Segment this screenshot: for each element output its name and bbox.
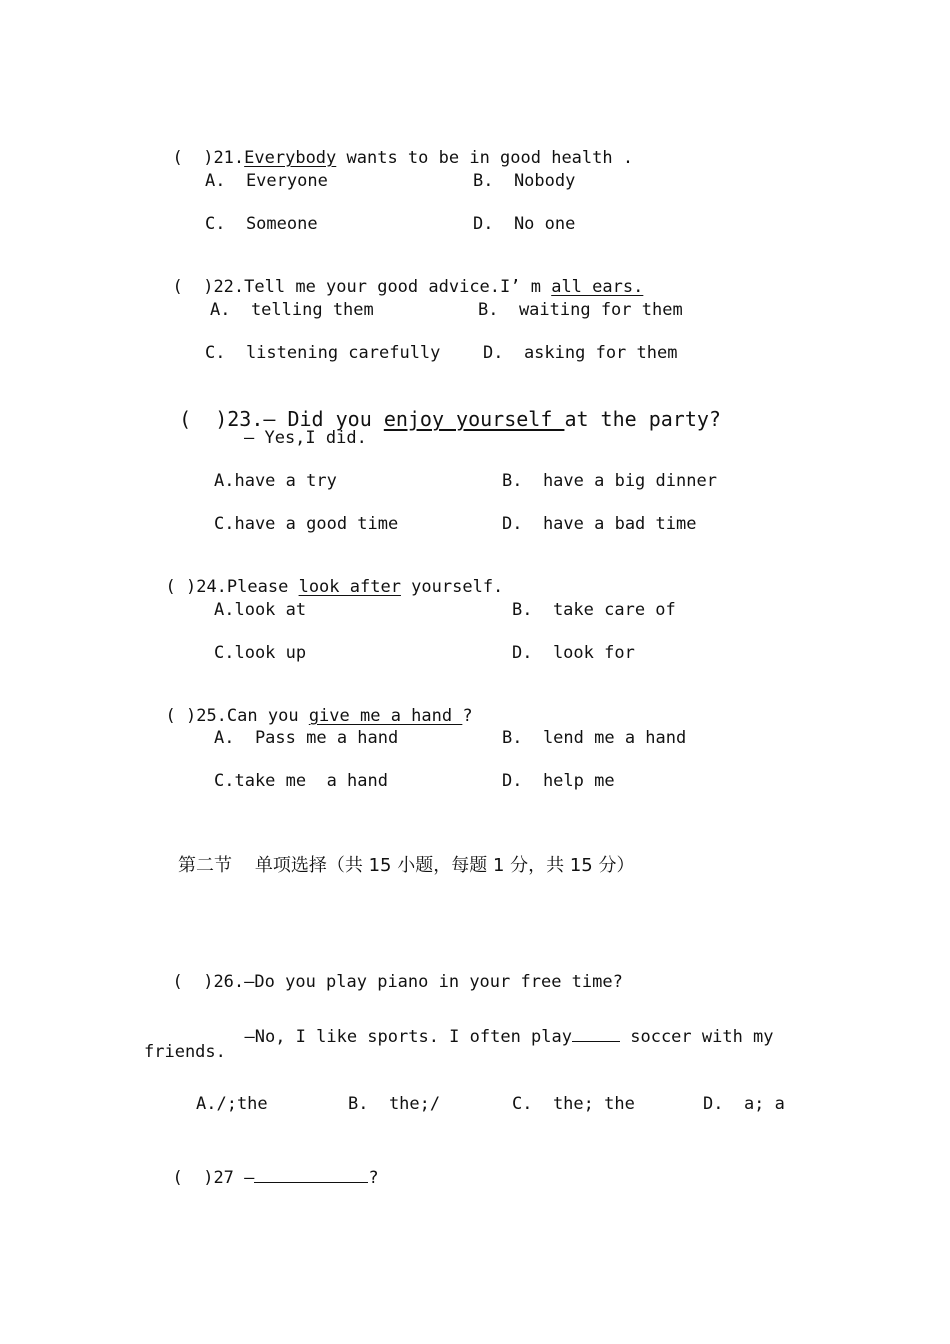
q25-option-a: A. Pass me a hand [214,728,399,748]
q24-option-d: D. look for [512,643,635,663]
q26-option-c: C. the; the [512,1094,635,1114]
q26-paren: ( ) [172,972,214,992]
q22-option-a: A. telling them [210,300,374,320]
q26-answer-blank [572,1025,620,1042]
q23-option-b: B. have a big dinner [502,471,717,491]
q26-number: 26. [213,972,245,992]
q25-rest: ? [462,706,473,726]
q26-option-a: A./;the [196,1094,268,1114]
q22-option-c: C. listening carefully [205,343,441,363]
q24-paren: ( ) [165,577,197,597]
q23-underlined: enjoy yourself [383,407,565,431]
q21-paren: ( ) [172,148,214,168]
q22-option-d: D. asking for them [483,343,678,363]
q26-reply-after: soccer with my [620,1027,774,1047]
q24-stem [145,557,503,597]
q25-option-c: C.take me a hand [214,771,388,791]
q21-underlined: Everybody [244,148,337,168]
q25-before: Can you [226,706,309,726]
q25-stem [145,686,473,726]
q23-number: 23. [227,407,264,431]
q27-stem [152,1146,379,1188]
q24-before: Please [226,577,299,597]
q21-rest: wants to be in good health . [336,148,634,168]
q23-rest: at the party? [564,407,721,431]
q24-option-c: C.look up [214,643,307,663]
q24-number: 24. [196,577,227,597]
q26-stem [152,952,623,992]
section-heading: 第二节 单项选择（共 15 小题，每题 1 分，共 15 分） [178,855,635,876]
q25-option-b: B. lend me a hand [502,728,687,748]
q23-option-a: A.have a try [214,471,337,491]
q22-paren: ( ) [172,277,214,297]
q25-underlined: give me a hand [308,706,463,726]
q26-reply [224,1005,774,1047]
q21-number: 21. [213,148,245,168]
q26-reply-continued: friends. [144,1042,226,1062]
q24-underlined: look after [298,577,401,597]
q22-before: Tell me your good advice.I’ m [244,277,552,297]
q24-option-a: A.look at [214,600,307,620]
q24-rest: yourself. [400,577,504,597]
q21-option-c: C. Someone [205,214,318,234]
q25-number: 25. [196,706,227,726]
q23-stem [155,383,721,431]
q23-option-d: D. have a bad time [502,514,697,534]
q22-option-b: B. waiting for them [478,300,683,320]
q23-option-c: C.have a good time [214,514,399,534]
q22-number: 22. [213,277,245,297]
q24-option-b: B. take care of [512,600,676,620]
q25-option-d: D. help me [502,771,615,791]
q22-stem [152,257,643,297]
q27-number: 27 — [213,1168,255,1188]
q21-option-b: B. Nobody [473,171,576,191]
q27-end: ? [368,1168,379,1188]
q23-paren: ( ) [179,407,228,431]
q21-option-a: A. Everyone [205,171,328,191]
q21-option-d: D. No one [473,214,576,234]
q26-question: —Do you play piano in your free time? [244,972,623,992]
q25-paren: ( ) [165,706,197,726]
q21-stem [152,128,633,168]
q23-before: — Did you [263,407,384,431]
q23-reply: — Yes,I did. [244,428,367,448]
q27-answer-blank [254,1166,368,1183]
q27-paren: ( ) [172,1168,214,1188]
q22-underlined: all ears. [551,277,644,297]
q26-reply-before: —No, I like sports. I often play [244,1027,572,1047]
q26-option-d: D. a; a [703,1094,785,1114]
q26-option-b: B. the;/ [348,1094,441,1114]
